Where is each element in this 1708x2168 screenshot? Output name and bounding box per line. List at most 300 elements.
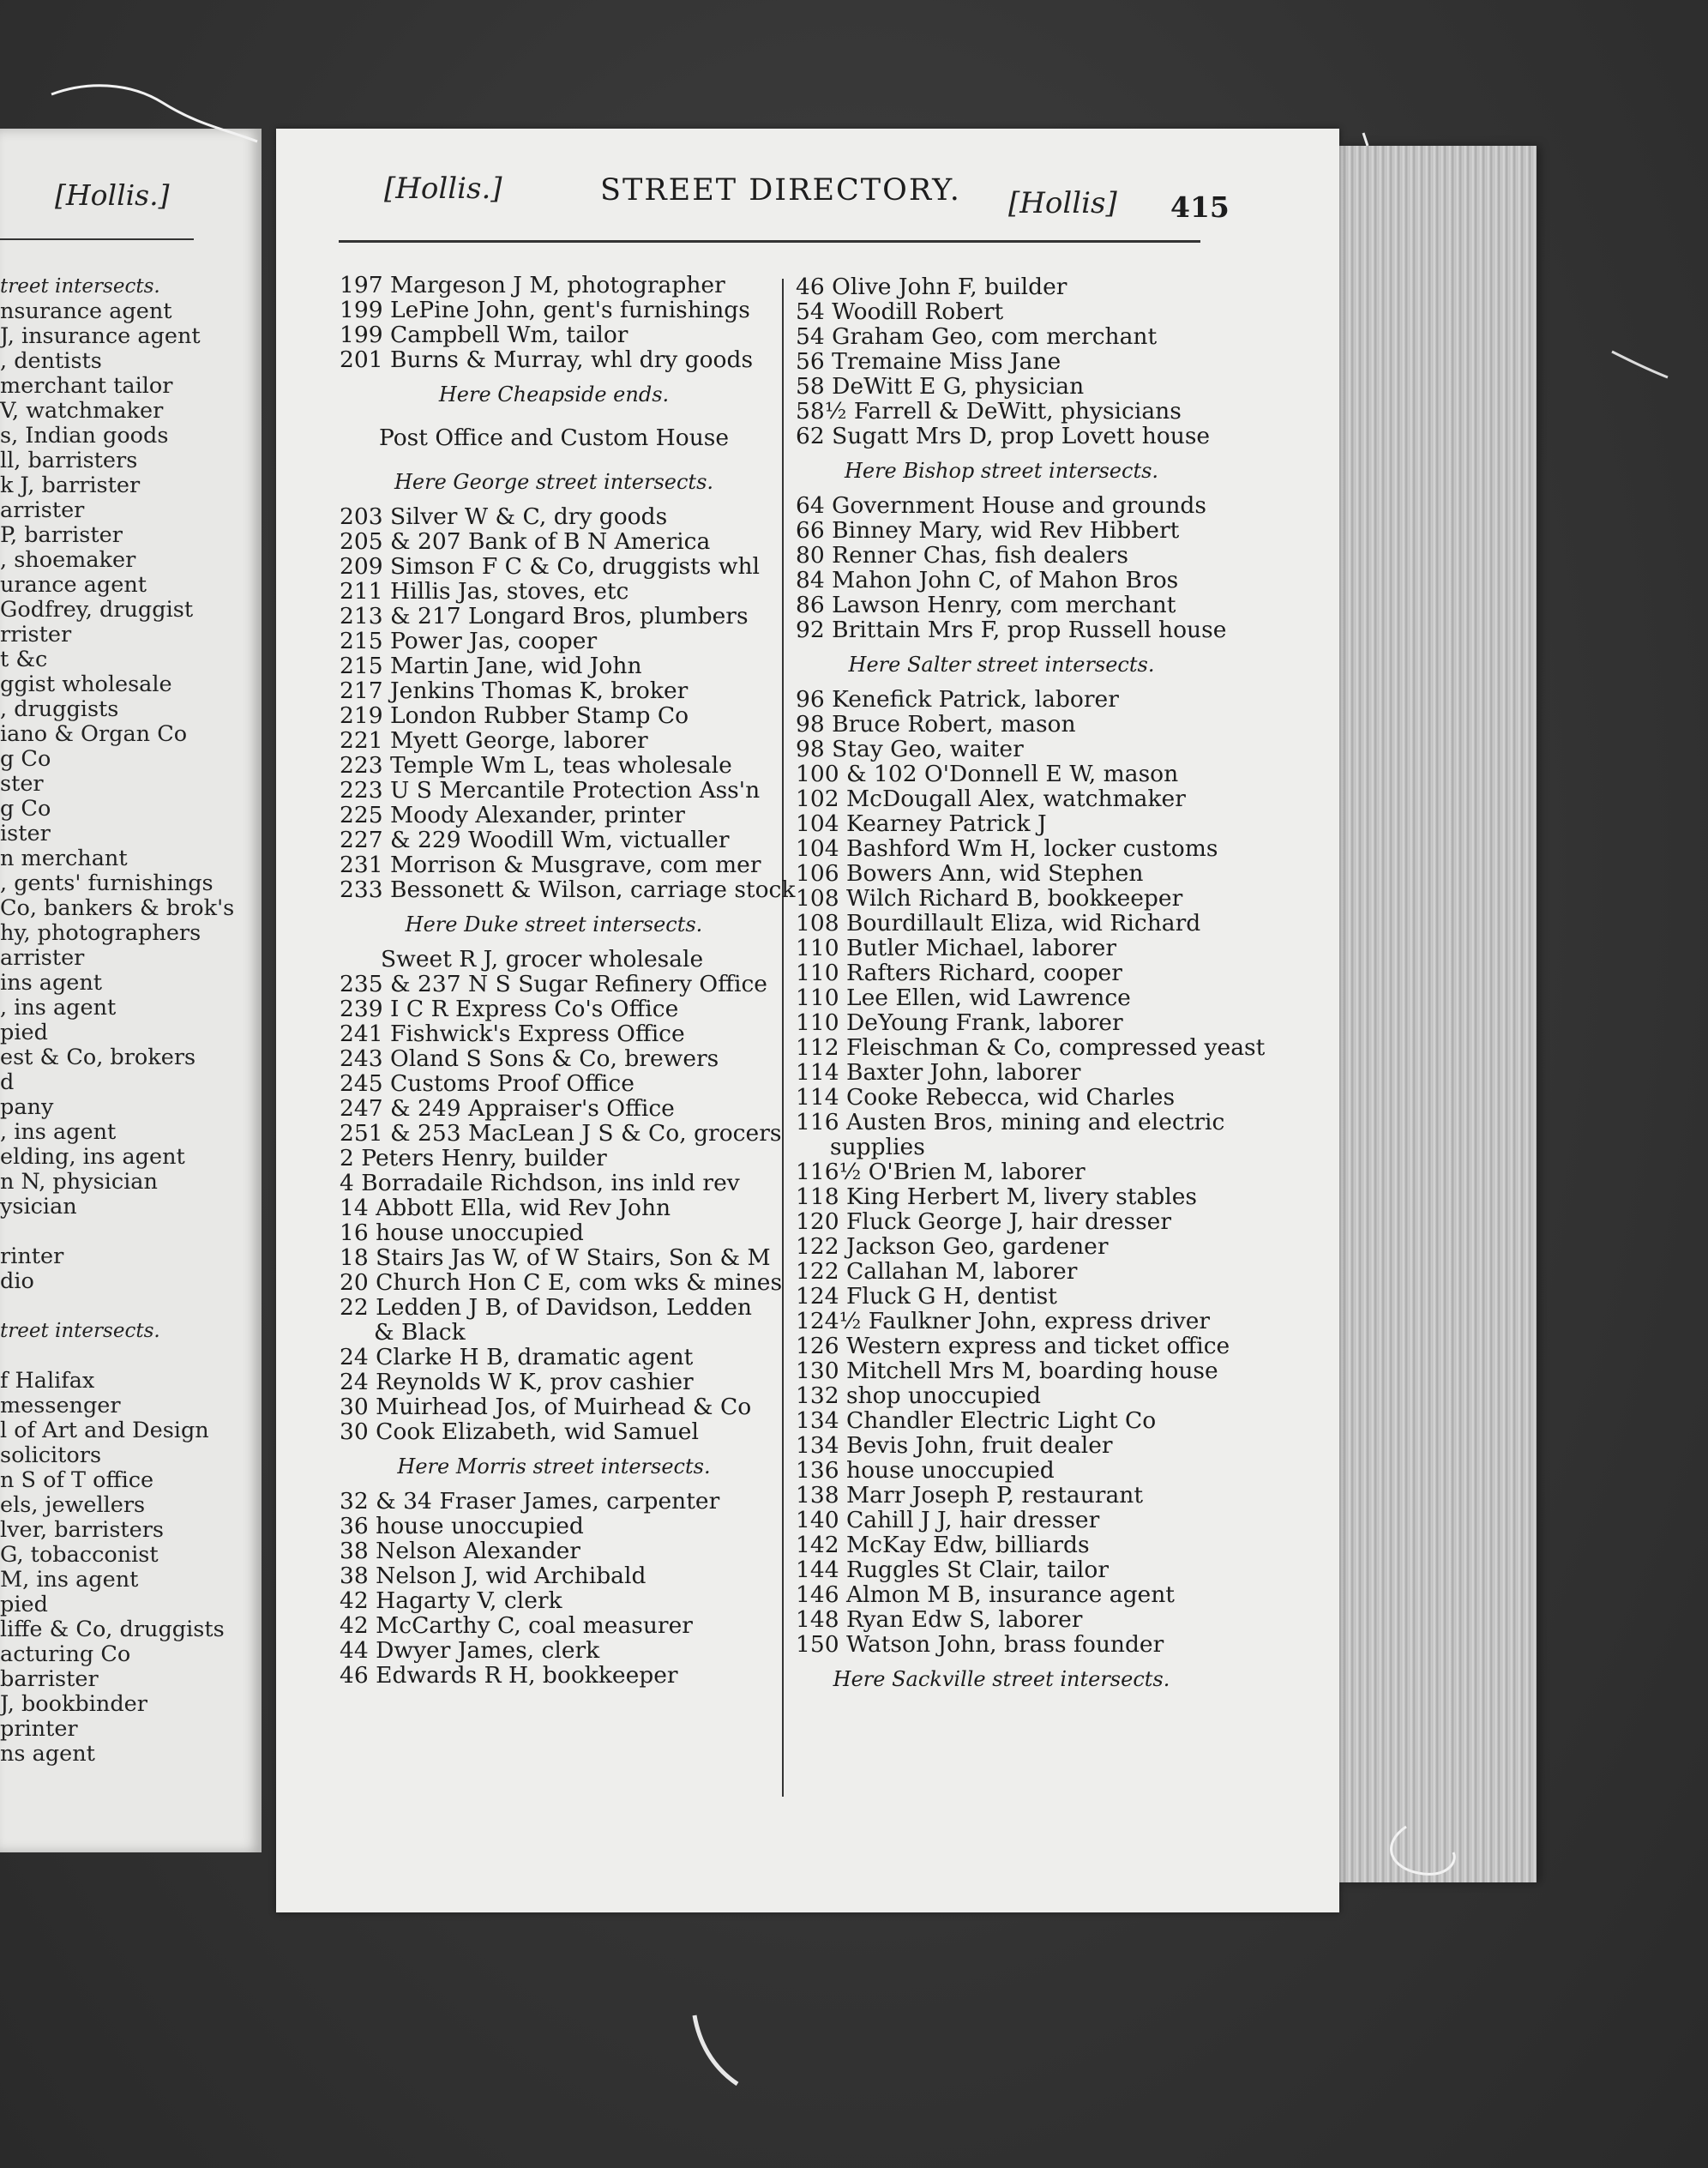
previous-page-entry <box>0 1220 257 1244</box>
street-number: 58½ <box>796 398 847 425</box>
directory-entry <box>340 1096 768 1121</box>
street-number: 231 <box>340 852 383 878</box>
occupant-name: MacLean J S & Co, grocers <box>460 1120 782 1147</box>
occupant-name: Butler Michael, laborer <box>839 935 1116 961</box>
street-number: 118 <box>796 1183 839 1210</box>
street-number: 203 <box>340 503 383 530</box>
directory-entry <box>340 579 768 604</box>
occupant-name: Ruggles St Clair, tailor <box>839 1557 1110 1583</box>
occupant-name: Bruce Robert, mason <box>824 711 1076 738</box>
previous-page-entry: , ins agent <box>0 995 117 1021</box>
previous-page-entry: n S of T office <box>0 1467 154 1493</box>
previous-page-entry: messenger <box>0 1393 121 1418</box>
directory-entry: Sweet R J, grocer wholesale <box>381 946 704 973</box>
occupant-name: Dwyer James, clerk <box>368 1637 600 1664</box>
occupant-name: Lee Ellen, wid Lawrence <box>839 985 1131 1011</box>
occupant-name: Bevis John, fruit dealer <box>839 1432 1113 1459</box>
previous-page-entry: g Co <box>0 746 51 772</box>
directory-entry <box>340 997 768 1021</box>
previous-page-entry: barrister <box>0 1666 99 1692</box>
street-number: 98 <box>796 711 825 738</box>
previous-page-lines <box>0 274 257 1767</box>
occupant-name: LePine John, gent's furnishings <box>382 297 750 323</box>
directory-entry <box>340 728 768 753</box>
previous-page-entry: s, Indian goods <box>0 423 169 449</box>
occupant-name: Baxter John, laborer <box>839 1059 1081 1086</box>
directory-entry <box>796 1085 1207 1110</box>
street-number: 148 <box>796 1606 839 1633</box>
directory-entry <box>340 604 768 629</box>
directory-entry <box>796 1308 1211 1334</box>
street-number: 46 <box>796 274 825 300</box>
street-number: 44 <box>340 1637 369 1664</box>
directory-entry <box>796 299 1207 324</box>
street-number: 104 <box>796 835 839 862</box>
occupant-name: Fluck George J, hair dresser <box>839 1208 1172 1235</box>
previous-page-entry: ggist wholesale <box>0 671 172 697</box>
street-number: 215 <box>340 628 383 654</box>
previous-page-entry: rinter <box>0 1244 64 1269</box>
previous-page-entry: est & Co, brokers <box>0 1045 196 1070</box>
street-number: 146 <box>796 1581 839 1608</box>
street-number: 251 & 253 <box>340 1120 461 1147</box>
occupant-name: Margeson J M, photographer <box>382 272 725 298</box>
street-number: 46 <box>340 1662 369 1689</box>
occupant-name: Morrison & Musgrave, com mer <box>382 852 761 878</box>
previous-page-entry: ns agent <box>0 1741 95 1767</box>
directory-entry <box>340 347 768 372</box>
directory-entry <box>796 1234 1207 1259</box>
directory-entry <box>340 529 768 554</box>
street-number: 20 <box>340 1269 369 1296</box>
directory-entry <box>796 274 1207 299</box>
directory-entry <box>796 1184 1207 1209</box>
previous-page-entry: rrister <box>0 622 72 647</box>
street-number: 86 <box>796 592 825 618</box>
street-number: 217 <box>340 678 383 704</box>
directory-entry <box>340 1638 768 1663</box>
street-number: 126 <box>796 1333 839 1359</box>
occupant-name: Watson John, brass founder <box>839 1631 1164 1658</box>
previous-page-entry: elding, ins agent <box>0 1144 185 1170</box>
street-number: 219 <box>340 702 383 729</box>
occupant-name: Tremaine Miss Jane <box>824 348 1061 375</box>
directory-entry <box>796 886 1207 911</box>
street-number: 211 <box>340 578 383 605</box>
directory-entry <box>796 1607 1207 1632</box>
previous-page-entry: Godfrey, druggist <box>0 597 194 623</box>
street-number: 124½ <box>796 1308 862 1334</box>
street-number: 136 <box>796 1457 839 1484</box>
directory-entry <box>796 961 1207 985</box>
occupant-name: Nelson Alexander <box>368 1538 580 1564</box>
directory-entry <box>796 1632 1207 1657</box>
occupant-name: Ryan Edw S, laborer <box>839 1606 1083 1633</box>
street-number: 213 & 217 <box>340 603 461 629</box>
directory-entry <box>340 1419 768 1444</box>
occupant-name: Rafters Richard, cooper <box>839 960 1122 986</box>
street-number: 120 <box>796 1208 839 1235</box>
occupant-name: Campbell Wm, tailor <box>382 322 628 348</box>
previous-page <box>0 129 262 1852</box>
street-number: 24 <box>340 1344 369 1370</box>
previous-page-entry: n merchant <box>0 846 128 871</box>
previous-page-entry: liffe & Co, druggists <box>0 1617 225 1642</box>
occupant-name: DeWitt E G, physician <box>824 373 1085 400</box>
previous-page-entry: arrister <box>0 945 85 971</box>
directory-entry <box>340 1195 768 1220</box>
directory-entry <box>340 828 768 852</box>
street-intersection-note: Here Salter street intersects. <box>848 653 1155 677</box>
directory-entry <box>796 737 1207 762</box>
street-number: 114 <box>796 1059 839 1086</box>
street-intersection-note: Here Bishop street intersects. <box>844 459 1159 483</box>
occupant-name: Stairs Jas W, of W Stairs, Son & M <box>368 1244 771 1271</box>
directory-entry <box>796 786 1207 811</box>
directory-entry <box>796 835 1218 862</box>
street-number: 98 <box>796 736 825 762</box>
street-number: 54 <box>796 298 825 325</box>
street-number: 18 <box>340 1244 369 1271</box>
street-number: 199 <box>340 322 383 348</box>
street-number: 106 <box>796 860 839 887</box>
occupant-name: Woodill Wm, victualler <box>460 827 730 853</box>
directory-entry <box>340 1514 768 1539</box>
street-intersection-note: Here Duke street intersects. <box>405 912 703 936</box>
street-number: 30 <box>340 1394 369 1420</box>
street-number: 58 <box>796 373 825 400</box>
street-number: 144 <box>796 1557 839 1583</box>
occupant-name: McKay Edw, billiards <box>839 1532 1090 1558</box>
previous-page-entry: t &c <box>0 647 48 672</box>
occupant-name: U S Mercantile Protection Ass'n <box>382 777 761 804</box>
directory-entry <box>796 687 1207 712</box>
occupant-name: Longard Bros, plumbers <box>460 603 749 629</box>
occupant-name: Renner Chas, fish dealers <box>824 542 1128 569</box>
street-number: 114 <box>796 1084 839 1111</box>
directory-entry <box>796 1358 1218 1384</box>
directory-entry <box>340 273 768 298</box>
previous-page-entry: , ins agent <box>0 1119 117 1145</box>
street-number: 150 <box>796 1631 839 1658</box>
occupant-name: Marr Joseph P, restaurant <box>839 1482 1143 1509</box>
street-number: 110 <box>796 935 839 961</box>
street-number: 54 <box>796 323 825 350</box>
previous-page-header-rule <box>0 238 194 240</box>
occupant-name: O'Brien M, laborer <box>861 1159 1086 1185</box>
previous-page-entry: iano & Organ Co <box>0 721 188 747</box>
previous-page-entry: ins agent <box>0 970 103 996</box>
street-number: 132 <box>796 1382 839 1409</box>
directory-entry <box>796 543 1207 568</box>
previous-page-entry: pied <box>0 1020 48 1045</box>
directory-entry <box>340 1345 768 1370</box>
street-number: 100 & 102 <box>796 761 917 787</box>
occupant-name: Brittain Mrs F, prop Russell house <box>824 617 1227 643</box>
entry-continuation: & Black <box>374 1319 466 1346</box>
previous-page-entry: nsurance agent <box>0 298 172 324</box>
previous-page-entry: pany <box>0 1094 54 1120</box>
directory-entry <box>340 322 768 347</box>
directory-entry <box>796 518 1207 543</box>
occupant-name: Clarke H B, dramatic agent <box>368 1344 694 1370</box>
previous-page-entry: P, barrister <box>0 522 123 548</box>
previous-page-entry: , shoemaker <box>0 547 136 573</box>
directory-entry <box>340 1489 768 1514</box>
street-intersection-note: Here Morris street intersects. <box>397 1454 711 1478</box>
occupant-name: Bessonett & Wilson, carriage stock <box>382 876 796 903</box>
street-number: 14 <box>340 1195 369 1221</box>
directory-entry <box>340 1588 768 1613</box>
previous-page-entry: lver, barristers <box>0 1517 165 1543</box>
directory-entry <box>340 753 768 778</box>
previous-page-entry: urance agent <box>0 572 147 598</box>
directory-entry <box>796 493 1207 518</box>
street-number: 4 <box>340 1170 354 1196</box>
occupant-name: shop unoccupied <box>839 1382 1041 1409</box>
street-number: 36 <box>340 1513 369 1539</box>
occupant-name: Fluck G H, dentist <box>839 1283 1057 1310</box>
street-number: 227 & 229 <box>340 827 461 853</box>
directory-entry <box>796 861 1207 886</box>
directory-entry <box>796 1109 1225 1135</box>
previous-page-subheading: treet intersects. <box>0 1320 160 1342</box>
street-number: 92 <box>796 617 825 643</box>
occupant-name: Callahan M, laborer <box>839 1258 1078 1285</box>
occupant-name: Austen Bros, mining and electric <box>839 1109 1225 1135</box>
occupant-name: Lawson Henry, com merchant <box>824 592 1176 618</box>
directory-entry <box>340 703 768 728</box>
occupant-name: Jackson Geo, gardener <box>839 1233 1109 1260</box>
street-number: 140 <box>796 1507 839 1533</box>
directory-entry <box>796 423 1211 449</box>
occupant-name: Fleischman & Co, compressed yeast <box>839 1034 1266 1061</box>
occupant-name: McDougall Alex, watchmaker <box>839 786 1186 812</box>
directory-entry <box>340 1046 768 1071</box>
directory-entry <box>796 1010 1207 1035</box>
street-number: 38 <box>340 1538 369 1564</box>
directory-entry <box>796 762 1207 786</box>
running-head-left: [Hollis.] <box>384 172 502 206</box>
occupant-name: Burns & Murray, whl dry goods <box>382 346 754 373</box>
street-number: 122 <box>796 1258 839 1285</box>
directory-entry <box>340 678 768 703</box>
directory-entry <box>796 712 1207 737</box>
directory-entry <box>340 1146 768 1171</box>
previous-page-entry: d <box>0 1069 15 1095</box>
street-number: 110 <box>796 960 839 986</box>
occupant-name: Graham Geo, com merchant <box>824 323 1158 350</box>
occupant-name: Bank of B N America <box>460 528 711 555</box>
directory-entry <box>340 653 768 678</box>
street-number: 197 <box>340 272 383 298</box>
directory-entry <box>340 1269 783 1296</box>
street-number: 66 <box>796 517 825 544</box>
previous-page-entry: hy, photographers <box>0 920 201 946</box>
street-number: 2 <box>340 1145 354 1171</box>
directory-entry <box>796 1284 1207 1309</box>
directory-entry <box>796 617 1227 643</box>
street-number: 104 <box>796 810 839 837</box>
directory-entry <box>340 1120 782 1147</box>
previous-page-entry: ll, barristers <box>0 448 138 473</box>
directory-entry <box>796 985 1207 1010</box>
street-number: 62 <box>796 423 825 449</box>
occupant-name: Kenefick Patrick, laborer <box>824 686 1119 713</box>
previous-page-entry: J, insurance agent <box>0 323 201 349</box>
directory-entry <box>796 936 1207 961</box>
street-number: 80 <box>796 542 825 569</box>
street-number: 96 <box>796 686 825 713</box>
occupant-name: Kearney Patrick J <box>839 810 1047 837</box>
street-number: 241 <box>340 1021 383 1047</box>
previous-page-entry <box>0 1294 257 1319</box>
street-number: 22 <box>340 1294 369 1321</box>
street-number: 124 <box>796 1283 839 1310</box>
directory-entry <box>796 399 1207 424</box>
previous-page-entry: G, tobacconist <box>0 1542 159 1568</box>
occupant-name: Edwards R H, bookkeeper <box>368 1662 678 1689</box>
occupant-name: Bourdillault Eliza, wid Richard <box>839 910 1201 936</box>
street-number: 235 & 237 <box>340 971 461 997</box>
street-number: 225 <box>340 802 383 828</box>
occupant-name: Jenkins Thomas K, broker <box>382 678 689 704</box>
street-number: 243 <box>340 1045 383 1072</box>
street-number: 30 <box>340 1418 369 1445</box>
previous-page-entry: printer <box>0 1716 78 1742</box>
directory-entry <box>340 972 768 997</box>
previous-page-entry: g Co <box>0 796 51 822</box>
directory-entry <box>796 324 1207 349</box>
street-number: 223 <box>340 752 383 779</box>
previous-page-entry: n N, physician <box>0 1169 158 1195</box>
previous-page-entry: merchant tailor <box>0 373 173 399</box>
street-number: 38 <box>340 1563 369 1589</box>
occupant-name: Government House and grounds <box>824 492 1206 519</box>
occupant-name: Cooke Rebecca, wid Charles <box>839 1084 1176 1111</box>
directory-entry <box>796 568 1207 593</box>
occupant-name: Moody Alexander, printer <box>382 802 685 828</box>
street-number: 64 <box>796 492 825 519</box>
directory-entry <box>796 1458 1207 1483</box>
directory-entry <box>340 504 768 529</box>
directory-entry <box>340 1394 768 1419</box>
occupant-name: Bowers Ann, wid Stephen <box>839 860 1144 887</box>
header-rule <box>339 240 1200 243</box>
directory-entry <box>796 1557 1207 1582</box>
street-number: 24 <box>340 1369 369 1395</box>
street-number: 110 <box>796 1009 839 1036</box>
previous-page-entry: , dentists <box>0 348 102 374</box>
directory-entry <box>796 1060 1207 1085</box>
previous-page-subheading: treet intersects. <box>0 275 160 298</box>
occupant-name: Cahill J J, hair dresser <box>839 1507 1100 1533</box>
occupant-name: Hagarty V, clerk <box>368 1587 562 1614</box>
directory-entry <box>796 1582 1207 1607</box>
street-number: 32 & 34 <box>340 1488 432 1515</box>
occupant-name: Woodill Robert <box>824 298 1004 325</box>
previous-page-header: [Hollis.] <box>55 178 170 212</box>
directory-entry <box>340 1021 768 1046</box>
directory-entry <box>796 911 1207 936</box>
street-number: 108 <box>796 885 839 912</box>
previous-page-entry: M, ins agent <box>0 1567 139 1593</box>
directory-entry <box>340 554 768 579</box>
directory-entry <box>340 803 768 828</box>
directory-entry <box>796 1533 1207 1557</box>
previous-page-entry: l of Art and Design <box>0 1418 209 1443</box>
previous-page-entry: , gents' furnishings <box>0 870 214 896</box>
occupant-name: Bashford Wm H, locker customs <box>839 835 1218 862</box>
occupant-name: Olive John F, builder <box>824 274 1068 300</box>
directory-entry <box>796 1408 1207 1433</box>
street-number: 245 <box>340 1070 383 1097</box>
occupant-name: Cook Elizabeth, wid Samuel <box>368 1418 699 1445</box>
occupant-name: Fraser James, carpenter <box>431 1488 720 1515</box>
directory-entry <box>340 629 768 653</box>
occupant-name: Borradaile Richdson, ins inld rev <box>353 1170 740 1196</box>
previous-page-entry: Co, bankers & brok's <box>0 895 235 921</box>
street-number: 84 <box>796 567 825 593</box>
directory-entry <box>340 1220 768 1245</box>
occupant-name: Silver W & C, dry goods <box>382 503 668 530</box>
occupant-name: King Herbert M, livery stables <box>839 1183 1198 1210</box>
running-head-right: [Hollis] <box>1008 186 1117 220</box>
occupant-name: Abbott Ella, wid Rev John <box>368 1195 671 1221</box>
street-number: 134 <box>796 1407 839 1434</box>
directory-entry <box>796 349 1207 374</box>
occupant-name: Church Hon C E, com wks & mines <box>368 1269 783 1296</box>
running-head-title: STREET DIRECTORY. <box>600 173 961 208</box>
street-number: 56 <box>796 348 825 375</box>
occupant-name: Power Jas, cooper <box>382 628 598 654</box>
street-number: 116 <box>796 1109 839 1135</box>
street-number: 122 <box>796 1233 839 1260</box>
street-number: 199 <box>340 297 383 323</box>
occupant-name: Oland S Sons & Co, brewers <box>382 1045 719 1072</box>
street-number: 112 <box>796 1034 839 1061</box>
previous-page-entry: ster <box>0 771 44 797</box>
street-number: 116½ <box>796 1159 862 1185</box>
directory-column-left <box>340 272 796 1689</box>
street-number: 209 <box>340 553 383 580</box>
street-intersection-note: Here Sackville street intersects. <box>833 1667 1170 1691</box>
previous-page-entry: , druggists <box>0 696 119 722</box>
directory-entry <box>796 1383 1207 1408</box>
street-number: 221 <box>340 727 383 754</box>
occupant-name: Hillis Jas, stoves, etc <box>382 578 629 605</box>
directory-entry <box>340 298 768 322</box>
directory-entry <box>340 1295 768 1320</box>
street-number: 110 <box>796 985 839 1011</box>
previous-page-entry <box>0 1344 257 1369</box>
occupant-name: O'Donnell E W, mason <box>917 761 1179 787</box>
previous-page-entry: solicitors <box>0 1442 102 1468</box>
street-number: 233 <box>340 876 383 903</box>
directory-entry <box>340 1663 768 1688</box>
directory-entry <box>340 1244 771 1271</box>
occupant-name: Western express and ticket office <box>839 1333 1230 1359</box>
previous-page-entry: ister <box>0 821 51 846</box>
street-number: 247 & 249 <box>340 1095 461 1122</box>
directory-entry <box>340 1370 768 1394</box>
street-intersection-note: Here Cheapside ends. <box>438 382 670 406</box>
occupant-name: house unoccupied <box>368 1220 584 1246</box>
street-number: 239 <box>340 996 383 1022</box>
street-number: 142 <box>796 1532 839 1558</box>
previous-page-entry: els, jewellers <box>0 1492 146 1518</box>
directory-entry <box>796 1333 1230 1359</box>
